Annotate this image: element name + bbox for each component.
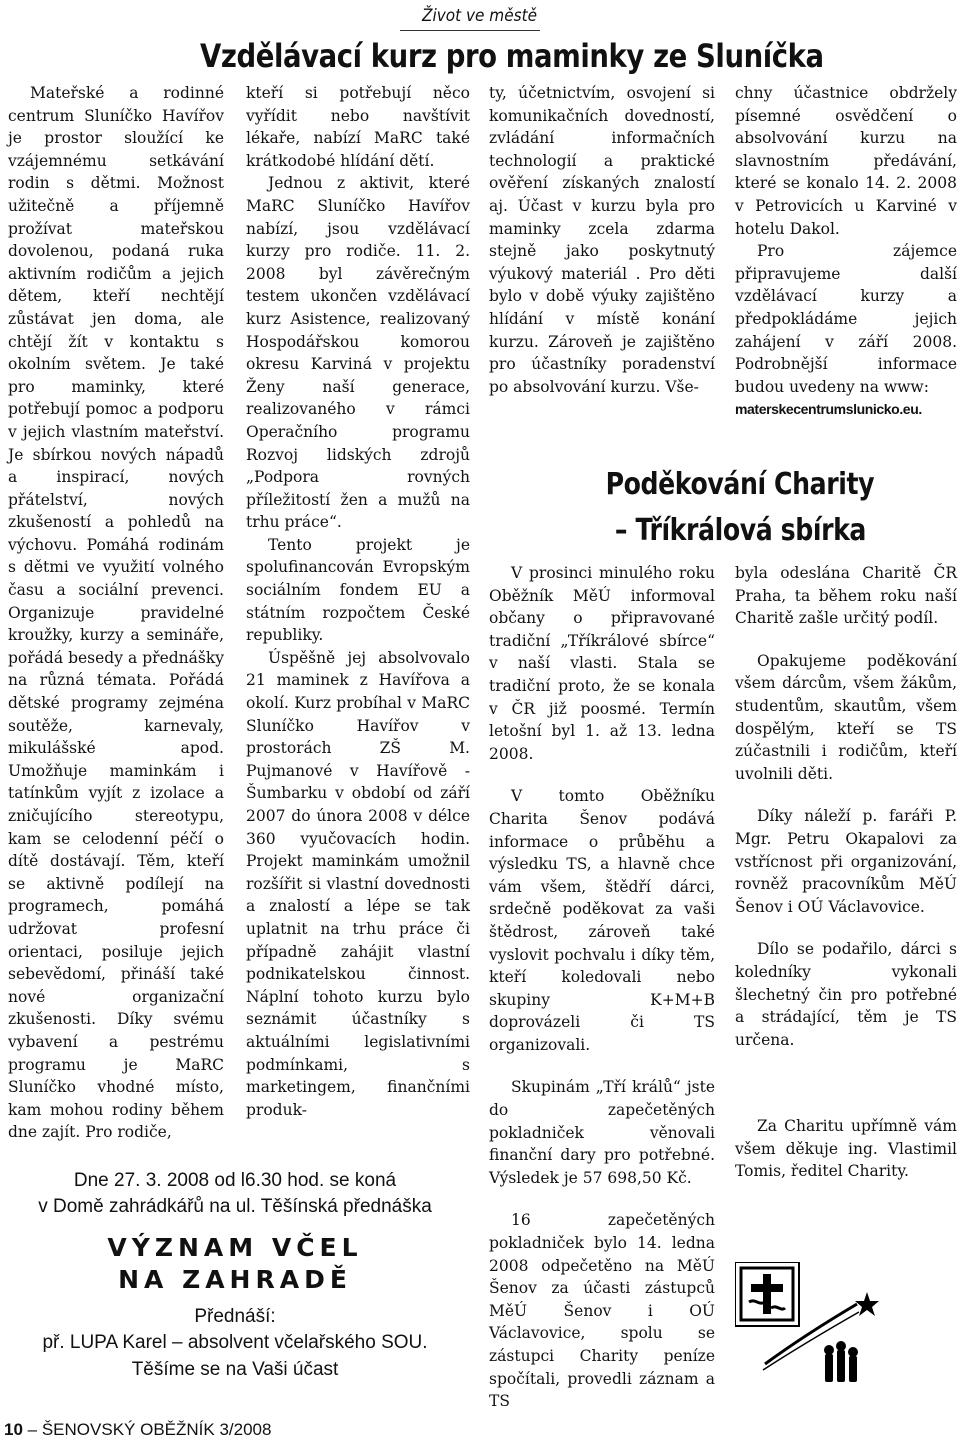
- article-column-1: [8, 82, 224, 1144]
- paragraph: Skupinám „Tří králů“ jste do zapečetěných pokladniček věnovali finanční dary pro potřebné. Výsledek je 57 698,50 Kč.: [489, 1078, 715, 1187]
- page-footer: [4, 1420, 271, 1440]
- lecture-title-line-2: NA ZAHRADĚ: [118, 1265, 352, 1294]
- paragraph: kteří si potřebují něco vyřídit nebo navštívit lékaře, nabízí MaRC také krátkodobé hlídání dětí.: [246, 84, 470, 170]
- paragraph: byla odeslána Charitě ČR Praha, ta během roku naší Charitě zašle určitý podíl.: [735, 564, 957, 628]
- paragraph: ty, účetnictvím, osvojení si komunikačních dovedností, zvládání informačních technologií a praktické ověření získaných znalostí aj. Účast v kurzu byla pro maminky zcela zdarma stejně jako poskytnutý výukový materiál . Pro děti bylo v době výuky zajištěno hlídání v místě konání kurzu. Zároveň je zajištěno pro účastníky poradenství po absolvování kurzu. Vše-: [489, 84, 715, 396]
- charity-title-line-1: Poděkování Charity: [605, 467, 875, 502]
- section-label: Život ve městě: [422, 6, 537, 26]
- article-column-4: [735, 82, 957, 421]
- paragraph: V tomto Oběžníku Charita Šenov podává informace o průběhu a výsledku TS, a hlavně chce vám všem, štědří dárci, srdečně poděkovat za vaši štědrost, zároveň také vyslovit pochvalu i díky těm, kteří koledovali nebo skupiny K+M+B doprovázeli či TS organizovali.: [489, 787, 715, 1054]
- article-title: Vzdělávací kurz pro maminky ze Sluníčka: [200, 37, 824, 75]
- lecturer-name: př. LUPA Karel – absolvent včelařského SOU.: [42, 1332, 428, 1353]
- paragraph: V prosinci minulého roku Oběžník MěÚ informoval občany o připravované tradiční „Tříkrálové sbírce“ v naší vlasti. Stala se tradiční proto, že se konala v ČR již poosmé. Termín letošní byl 1. až 13. ledna 2008.: [489, 564, 715, 763]
- article-column-3: [489, 82, 715, 398]
- announcement-closing: Těšíme se na Vaši účast: [131, 1359, 339, 1380]
- header-rule: [400, 30, 540, 31]
- paragraph: Díky náleží p. faráři P. Mgr. Petru Okapalovi za vstřícnost při organizování, rovněž pracovníkům MěÚ Šenov i OÚ Václavovice.: [735, 807, 957, 916]
- paragraph: Úspěšně jej absolvovalo 21 maminek z Havířova a okolí. Kurz probíhal v MaRC Sluníčko Havířov v prostorách ZŠ M. Pujmanové v Havířově - Šumbarku v období od září 2007 do února 2008 v délce 360 vyučovacích hodin. Projekt maminkám umožnil rozšířit si vlastní dovednosti a znalostí a lépe se tak uplatnit na trhu práce či případně zahájit vlastní podnikatelskou činnost. Náplní tohoto kurzu bylo seznámit účastníky s aktuálními legislativními podmínkami, s marketingem, finančními produk-: [246, 648, 470, 1119]
- charity-column-2: [735, 562, 957, 1183]
- charity-column-1: [489, 562, 715, 1413]
- paragraph: Tento projekt je spolufinancován Evropským sociálním fondem EU a státním rozpočtem České republiky.: [246, 535, 470, 645]
- charity-title: [560, 462, 920, 554]
- announcement-date: Dne 27. 3. 2008 od l6.30 hod. se koná: [73, 1170, 397, 1191]
- lecture-announcement: [0, 1168, 470, 1384]
- charity-logo-icon: [735, 1262, 885, 1388]
- website-url: materskecentrumslunicko.eu.: [735, 401, 922, 418]
- paragraph: Dílo se podařilo, dárci s koledníky vykonali šlechetný čin pro potřebné a strádající, těm je TS určena.: [735, 940, 957, 1049]
- announcement-location: v Domě zahrádkářů na ul. Těšínská přednáška: [38, 1196, 432, 1217]
- publication-name: – ŠENOVSKÝ OBĚŽNÍK 3/2008: [27, 1420, 272, 1439]
- article-column-2: [246, 82, 470, 1121]
- paragraph: chny účastnice obdržely písemné osvědčení o absolvování kurzu na slavnostním předávání, které se konalo 14. 2. 2008 v Petrovicích u Karviné v hotelu Dakol.: [735, 84, 957, 238]
- lecture-title-line-1: VÝZNAM VČEL: [107, 1233, 363, 1262]
- lecturer-label: Přednáší:: [194, 1306, 276, 1327]
- paragraph: 16 zapečetěných pokladniček bylo 14. ledna 2008 odpečetěno na MěÚ Šenov za účasti zástupců MěÚ Šenov i OÚ Václavovice, spolu se zástupci Charity peníze spočítali, provedli záznam a TS: [489, 1211, 715, 1411]
- paragraph: Pro zájemce připravujeme další vzdělávací kurzy a předpokládáme jejich zahájení v září 2008. Podrobnější informace budou uvedeny na www:: [735, 242, 957, 396]
- signoff: Za Charitu upřímně vám všem děkuje ing. Vlastimil Tomis, ředitel Charity.: [735, 1117, 957, 1181]
- page-number: 10: [4, 1420, 23, 1439]
- paragraph: Opakujeme poděkování všem dárcům, všem žákům, studentům, skautům, všem dospělým, kteří se TS zúčastnili i rodičům, kteří uvolnili děti.: [735, 651, 957, 783]
- paragraph: Mateřské a rodinné centrum Sluníčko Havířov je prostor sloužící ke vzájemnému setkávání rodin s dětmi. Možnost užitečně a příjemně prožívat mateřskou dovolenou, podaná ruka aktivním rodičům a jejich dětem, kteří nechtějí zůstávat jen doma, ale chtějí žít v kontaktu s okolním světem. Je také pro maminky, které potřebují pomoc a podporu v jejich vlastním mateřství. Je sbírkou nových nápadů a inspirací, nových přátelství, nových zkušeností a pohledů na výchovu. Pomáhá rodinám s dětmi ve využití volného času a sociální prevenci. Organizuje pravidelné kroužky, kurzy a semináře, pořádá besedy a přednášky na různá témata. Pořádá dětské programy zejména soutěže, karnevaly, mikulášské apod. Umožňuje maminkám i tatínkům vyjít z izolace a zničujícího stereotypu, kam se celodenní péčí o dítě dostávají. Těm, kteří se aktivně podílejí na programech, pomáhá udržovat profesní orientaci, posiluje jejich sebevědomí, přináší také nové organizační zkušenosti. Díky svému vybavení a pestrému programu je MaRC Sluníčko vhodné místo, kam mohou rodiny během dne zajít. Pro rodiče,: [8, 84, 224, 1142]
- paragraph: Jednou z aktivit, které MaRC Sluníčko Havířov nabízí, jsou vzdělávací kurzy pro rodiče. 11. 2. 2008 byl závěrečným testem ukončen vzdělávací kurz Asistence, realizovaný Hospodářskou komorou okresu Karviná v projektu Ženy naší generace, realizovaného v rámci Operačního programu Rozvoj lidských zdrojů „Podpora rovných příležitostí žen a mužů na trhu práce“.: [246, 174, 470, 532]
- charity-title-line-2: – Tříkrálová sbírka: [614, 513, 866, 548]
